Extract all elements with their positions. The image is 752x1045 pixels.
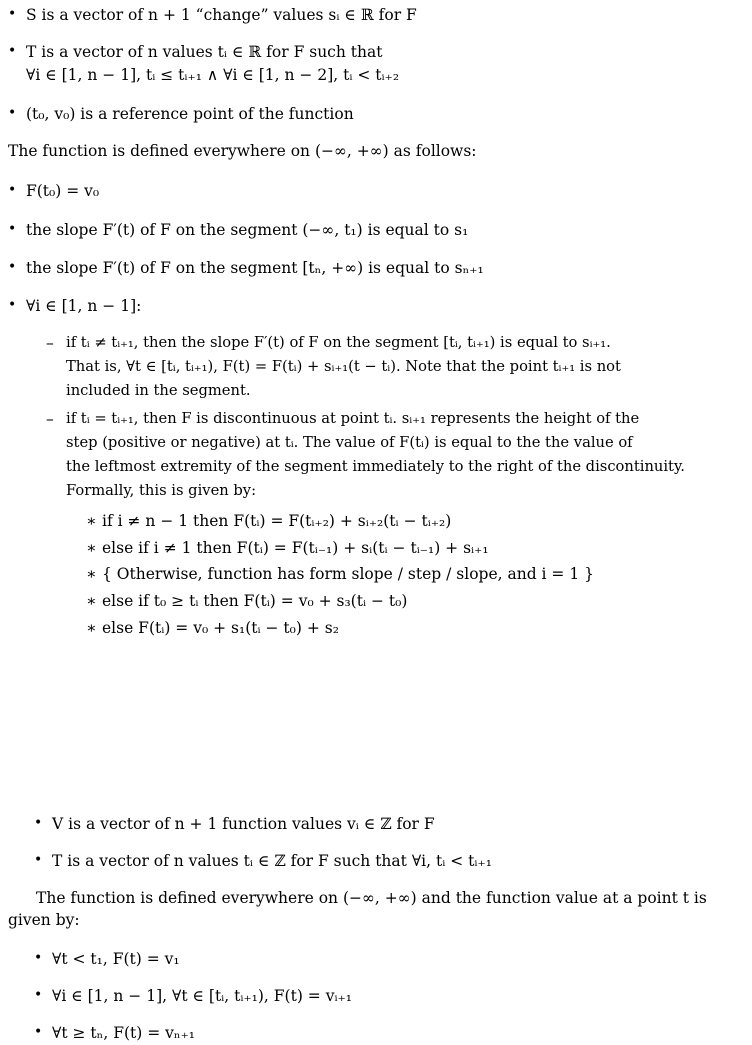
paragraph: The function is defined everywhere on (−∞, +∞) and the function value at a point t is: [36, 889, 707, 907]
bullet-item: V is a vector of n + 1 function values vᵢ ∈ ℤ for F: [52, 815, 435, 833]
star-item: if i ≠ n − 1 then F(tᵢ) = F(tᵢ₊₂) + sᵢ₊₂(tᵢ − tᵢ₊₂): [102, 512, 452, 530]
bullet-item: T is a vector of n values tᵢ ∈ ℝ for F such that: [26, 43, 383, 61]
bullet-item: ∀t < t₁, F(t) = v₁: [52, 950, 180, 968]
bullet-item: F(t₀) = v₀: [26, 182, 100, 200]
sub-item-line: Formally, this is given by:: [66, 482, 257, 499]
bullet-marker: •: [8, 105, 17, 121]
bullet-item: the slope F′(t) of F on the segment (−∞, t₁) is equal to s₁: [26, 221, 469, 239]
star-marker: ∗: [86, 512, 97, 530]
bullet-marker: •: [8, 297, 17, 313]
star-marker: ∗: [86, 619, 97, 637]
bullet-item: T is a vector of n values tᵢ ∈ ℤ for F such that ∀i, tᵢ < tᵢ₊₁: [52, 852, 492, 870]
star-marker: ∗: [86, 592, 97, 610]
bullet-item: ∀t ≥ tₙ, F(t) = vₙ₊₁: [52, 1024, 195, 1042]
bullet-item: (t₀, v₀) is a reference point of the function: [26, 105, 354, 123]
star-marker: ∗: [86, 565, 97, 583]
sub-item-line: if tᵢ = tᵢ₊₁, then F is discontinuous at point tᵢ. sᵢ₊₁ represents the height of the: [66, 410, 640, 427]
bullet-item: ∀i ∈ [1, n − 1]:: [26, 297, 142, 315]
bullet-marker: •: [8, 6, 17, 22]
sub-item-line: included in the segment.: [66, 382, 251, 399]
paragraph-continuation: given by:: [8, 911, 80, 929]
bullet-item: ∀i ∈ [1, n − 1], ∀t ∈ [tᵢ, tᵢ₊₁), F(t) = vᵢ₊₁: [52, 987, 352, 1005]
bullet-marker: •: [34, 950, 43, 966]
bullet-marker: •: [34, 1024, 43, 1040]
bullet-marker: •: [34, 815, 43, 831]
dash-marker: –: [46, 410, 54, 428]
star-item: else if t₀ ≥ tᵢ then F(tᵢ) = v₀ + s₃(tᵢ − t₀): [102, 592, 408, 610]
star-item: else F(tᵢ) = v₀ + s₁(tᵢ − t₀) + s₂: [102, 619, 339, 637]
star-item: else if i ≠ 1 then F(tᵢ) = F(tᵢ₋₁) + sᵢ(tᵢ − tᵢ₋₁) + sᵢ₊₁: [102, 539, 489, 557]
bullet-marker: •: [8, 259, 17, 275]
paragraph: The function is defined everywhere on (−∞, +∞) as follows:: [8, 142, 477, 160]
bullet-marker: •: [8, 221, 17, 237]
bullet-item: the slope F′(t) of F on the segment [tₙ, +∞) is equal to sₙ₊₁: [26, 259, 484, 277]
bullet-marker: •: [34, 987, 43, 1003]
star-item: { Otherwise, function has form slope / step / slope, and i = 1 }: [102, 565, 594, 583]
dash-marker: –: [46, 334, 54, 352]
bullet-item-continuation: ∀i ∈ [1, n − 1], tᵢ ≤ tᵢ₊₁ ∧ ∀i ∈ [1, n − 2], tᵢ < tᵢ₊₂: [26, 66, 400, 84]
bullet-item: S is a vector of n + 1 “change” values sᵢ ∈ ℝ for F: [26, 6, 417, 24]
bullet-marker: •: [34, 852, 43, 868]
sub-item-line: That is, ∀t ∈ [tᵢ, tᵢ₊₁), F(t) = F(tᵢ) + sᵢ₊₁(t − tᵢ). Note that the point tᵢ₊₁ is not: [66, 358, 621, 375]
bullet-marker: •: [8, 43, 17, 59]
star-marker: ∗: [86, 539, 97, 557]
sub-item-line: the leftmost extremity of the segment immediately to the right of the discontinuity.: [66, 458, 685, 475]
bullet-marker: •: [8, 182, 17, 198]
sub-item-line: step (positive or negative) at tᵢ. The value of F(tᵢ) is equal to the the value of: [66, 434, 633, 451]
sub-item-line: if tᵢ ≠ tᵢ₊₁, then the slope F′(t) of F on the segment [tᵢ, tᵢ₊₁) is equal to sᵢ₊₁.: [66, 334, 611, 351]
